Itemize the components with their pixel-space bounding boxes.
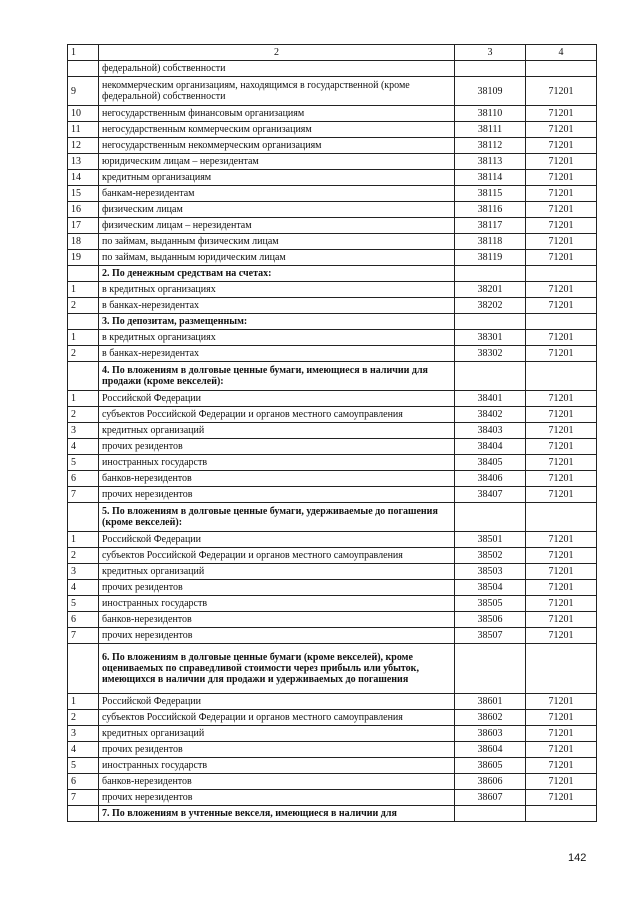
symbol-code: 71201: [526, 710, 597, 726]
symbol-code: 71201: [526, 790, 597, 806]
row-number: 12: [68, 138, 99, 154]
account-code: [455, 806, 526, 822]
symbol-code: 71201: [526, 154, 597, 170]
row-number: 2: [68, 710, 99, 726]
section-heading-row: [68, 503, 597, 532]
row-number: 11: [68, 122, 99, 138]
table-row: [68, 202, 597, 218]
account-description: кредитных организаций: [99, 726, 455, 742]
symbol-code: 71201: [526, 407, 597, 423]
table-row: [68, 250, 597, 266]
section-heading: 3. По депозитам, размещенным:: [99, 314, 455, 330]
row-number: 4: [68, 580, 99, 596]
row-number: 10: [68, 106, 99, 122]
symbol-code: 71201: [526, 186, 597, 202]
table-row: [68, 580, 597, 596]
account-code: 38301: [455, 330, 526, 346]
account-code: 38503: [455, 564, 526, 580]
accounts-table-body: [68, 45, 597, 822]
account-description: по займам, выданным юридическим лицам: [99, 250, 455, 266]
row-number: 16: [68, 202, 99, 218]
account-description: иностранных государств: [99, 596, 455, 612]
account-code: 38504: [455, 580, 526, 596]
account-code: 38405: [455, 455, 526, 471]
page-number: 142: [568, 852, 587, 864]
symbol-code: [526, 266, 597, 282]
account-code: 38202: [455, 298, 526, 314]
account-code: 38602: [455, 710, 526, 726]
account-code: 38112: [455, 138, 526, 154]
table-row: [68, 330, 597, 346]
account-code: 38115: [455, 186, 526, 202]
row-number: [68, 61, 99, 77]
table-row: [68, 694, 597, 710]
account-description: банкам-нерезидентам: [99, 186, 455, 202]
table-row: [68, 710, 597, 726]
row-number: 2: [68, 407, 99, 423]
row-number: [68, 503, 99, 532]
symbol-code: 71201: [526, 455, 597, 471]
table-row: [68, 218, 597, 234]
account-description: Российской Федерации: [99, 391, 455, 407]
account-description: негосударственным коммерческим организациям: [99, 122, 455, 138]
account-description: прочих нерезидентов: [99, 487, 455, 503]
row-number: 3: [68, 423, 99, 439]
account-description: иностранных государств: [99, 455, 455, 471]
account-code: 38506: [455, 612, 526, 628]
table-row: [68, 742, 597, 758]
table-row: [68, 234, 597, 250]
row-number: 19: [68, 250, 99, 266]
table-row: [68, 471, 597, 487]
row-number: 7: [68, 790, 99, 806]
row-number: 6: [68, 774, 99, 790]
row-number: 3: [68, 564, 99, 580]
symbol-code: 71201: [526, 742, 597, 758]
row-number: 4: [68, 742, 99, 758]
account-code: 38201: [455, 282, 526, 298]
row-number: 7: [68, 487, 99, 503]
account-description: прочих резидентов: [99, 439, 455, 455]
symbol-code: [526, 61, 597, 77]
row-number: 9: [68, 77, 99, 106]
account-code: 38403: [455, 423, 526, 439]
row-number: 1: [68, 694, 99, 710]
account-code: 38604: [455, 742, 526, 758]
account-description: некоммерческим организациям, находящимся в государственной (кроме федеральной) собственности: [99, 77, 455, 106]
symbol-code: 71201: [526, 170, 597, 186]
account-description: прочих нерезидентов: [99, 790, 455, 806]
table-row: [68, 758, 597, 774]
section-heading: 6. По вложениям в долговые ценные бумаги (кроме векселей), кроме оцениваемых по справедливой стоимости через прибыль или убыток, имеющихся в наличии для продажи и удерживаемых до погашения: [99, 644, 455, 694]
account-code: 38406: [455, 471, 526, 487]
row-number: 1: [68, 532, 99, 548]
symbol-code: 71201: [526, 758, 597, 774]
symbol-code: 71201: [526, 564, 597, 580]
account-description: прочих резидентов: [99, 742, 455, 758]
table-row: [68, 790, 597, 806]
account-code: 38502: [455, 548, 526, 564]
account-description: в банках-нерезидентах: [99, 298, 455, 314]
row-number: 6: [68, 471, 99, 487]
account-code: 38402: [455, 407, 526, 423]
table-row: [68, 138, 597, 154]
symbol-code: 71201: [526, 774, 597, 790]
account-description: банков-нерезидентов: [99, 774, 455, 790]
account-description: в кредитных организациях: [99, 282, 455, 298]
account-description: субъектов Российской Федерации и органов местного самоуправления: [99, 710, 455, 726]
header-col-3: 3: [455, 45, 526, 61]
account-code: 38407: [455, 487, 526, 503]
symbol-code: 71201: [526, 234, 597, 250]
table-row: [68, 564, 597, 580]
row-number: 7: [68, 628, 99, 644]
row-number: 5: [68, 758, 99, 774]
account-description: банков-нерезидентов: [99, 612, 455, 628]
account-description: кредитным организациям: [99, 170, 455, 186]
row-number: 17: [68, 218, 99, 234]
table-row: [68, 282, 597, 298]
account-description: негосударственным финансовым организациям: [99, 106, 455, 122]
account-description: федеральной) собственности: [99, 61, 455, 77]
account-code: 38507: [455, 628, 526, 644]
row-number: 13: [68, 154, 99, 170]
account-description: субъектов Российской Федерации и органов местного самоуправления: [99, 548, 455, 564]
section-heading: 4. По вложениям в долговые ценные бумаги, имеющиеся в наличии для продажи (кроме векселей):: [99, 362, 455, 391]
account-code: 38109: [455, 77, 526, 106]
symbol-code: 71201: [526, 580, 597, 596]
account-code: 38116: [455, 202, 526, 218]
table-row: [68, 548, 597, 564]
section-heading-row: [68, 362, 597, 391]
row-number: 1: [68, 391, 99, 407]
table-row: [68, 774, 597, 790]
symbol-code: 71201: [526, 471, 597, 487]
account-description: в банках-нерезидентах: [99, 346, 455, 362]
symbol-code: 71201: [526, 423, 597, 439]
symbol-code: 71201: [526, 628, 597, 644]
symbol-code: 71201: [526, 77, 597, 106]
section-heading: 2. По денежным средствам на счетах:: [99, 266, 455, 282]
account-code: [455, 266, 526, 282]
symbol-code: [526, 644, 597, 694]
symbol-code: 71201: [526, 346, 597, 362]
section-heading: 7. По вложениям в учтенные векселя, имеющиеся в наличии для: [99, 806, 455, 822]
account-code: 38605: [455, 758, 526, 774]
table-row: [68, 298, 597, 314]
row-number: [68, 644, 99, 694]
table-header-row: [68, 45, 597, 61]
symbol-code: 71201: [526, 330, 597, 346]
table-row: [68, 726, 597, 742]
row-number: [68, 806, 99, 822]
section-heading-row: [68, 266, 597, 282]
account-description: кредитных организаций: [99, 423, 455, 439]
symbol-code: 71201: [526, 298, 597, 314]
table-row: [68, 439, 597, 455]
header-col-2: 2: [99, 45, 455, 61]
row-number: 1: [68, 330, 99, 346]
table-row: [68, 532, 597, 548]
account-code: 38501: [455, 532, 526, 548]
symbol-code: 71201: [526, 548, 597, 564]
symbol-code: [526, 503, 597, 532]
account-description: прочих нерезидентов: [99, 628, 455, 644]
account-code: [455, 644, 526, 694]
account-description: физическим лицам – нерезидентам: [99, 218, 455, 234]
account-description: банков-нерезидентов: [99, 471, 455, 487]
account-code: [455, 503, 526, 532]
symbol-code: 71201: [526, 218, 597, 234]
row-number: 4: [68, 439, 99, 455]
symbol-code: [526, 314, 597, 330]
symbol-code: 71201: [526, 439, 597, 455]
table-row: [68, 77, 597, 106]
table-row: [68, 61, 597, 77]
row-number: 2: [68, 346, 99, 362]
table-row: [68, 596, 597, 612]
row-number: 3: [68, 726, 99, 742]
account-code: 38404: [455, 439, 526, 455]
table-row: [68, 455, 597, 471]
account-code: 38302: [455, 346, 526, 362]
table-row: [68, 628, 597, 644]
account-description: Российской Федерации: [99, 694, 455, 710]
table-row: [68, 346, 597, 362]
account-code: [455, 362, 526, 391]
table-row: [68, 391, 597, 407]
row-number: [68, 266, 99, 282]
account-description: кредитных организаций: [99, 564, 455, 580]
account-description: физическим лицам: [99, 202, 455, 218]
account-code: 38119: [455, 250, 526, 266]
account-code: 38603: [455, 726, 526, 742]
symbol-code: 71201: [526, 122, 597, 138]
account-code: 38505: [455, 596, 526, 612]
symbol-code: 71201: [526, 726, 597, 742]
row-number: [68, 314, 99, 330]
section-heading: 5. По вложениям в долговые ценные бумаги, удерживаемые до погашения (кроме векселей):: [99, 503, 455, 532]
symbol-code: 71201: [526, 391, 597, 407]
row-number: 15: [68, 186, 99, 202]
row-number: 2: [68, 548, 99, 564]
row-number: 18: [68, 234, 99, 250]
account-code: [455, 314, 526, 330]
account-description: прочих резидентов: [99, 580, 455, 596]
row-number: 2: [68, 298, 99, 314]
symbol-code: [526, 806, 597, 822]
account-description: субъектов Российской Федерации и органов местного самоуправления: [99, 407, 455, 423]
symbol-code: 71201: [526, 532, 597, 548]
row-number: 14: [68, 170, 99, 186]
account-code: 38110: [455, 106, 526, 122]
header-col-1: 1: [68, 45, 99, 61]
account-description: иностранных государств: [99, 758, 455, 774]
symbol-code: 71201: [526, 694, 597, 710]
header-col-4: 4: [526, 45, 597, 61]
table-row: [68, 122, 597, 138]
account-description: по займам, выданным физическим лицам: [99, 234, 455, 250]
table-row: [68, 407, 597, 423]
table-row: [68, 612, 597, 628]
account-description: негосударственным некоммерческим организациям: [99, 138, 455, 154]
table-row: [68, 154, 597, 170]
account-code: [455, 61, 526, 77]
symbol-code: 71201: [526, 250, 597, 266]
accounts-table: [67, 44, 597, 822]
row-number: 5: [68, 455, 99, 471]
section-heading-row: [68, 806, 597, 822]
symbol-code: 71201: [526, 282, 597, 298]
symbol-code: 71201: [526, 138, 597, 154]
account-code: 38606: [455, 774, 526, 790]
symbol-code: 71201: [526, 487, 597, 503]
account-code: 38114: [455, 170, 526, 186]
account-code: 38111: [455, 122, 526, 138]
row-number: 5: [68, 596, 99, 612]
account-description: в кредитных организациях: [99, 330, 455, 346]
table-row: [68, 186, 597, 202]
account-description: Российской Федерации: [99, 532, 455, 548]
account-code: 38113: [455, 154, 526, 170]
symbol-code: 71201: [526, 106, 597, 122]
row-number: 6: [68, 612, 99, 628]
account-description: юридическим лицам – нерезидентам: [99, 154, 455, 170]
account-code: 38601: [455, 694, 526, 710]
symbol-code: 71201: [526, 612, 597, 628]
table-row: [68, 487, 597, 503]
symbol-code: [526, 362, 597, 391]
section-heading-row: [68, 314, 597, 330]
table-row: [68, 106, 597, 122]
account-code: 38117: [455, 218, 526, 234]
section-heading-row: [68, 644, 597, 694]
account-code: 38118: [455, 234, 526, 250]
symbol-code: 71201: [526, 596, 597, 612]
row-number: [68, 362, 99, 391]
table-row: [68, 423, 597, 439]
account-code: 38401: [455, 391, 526, 407]
account-code: 38607: [455, 790, 526, 806]
row-number: 1: [68, 282, 99, 298]
table-row: [68, 170, 597, 186]
symbol-code: 71201: [526, 202, 597, 218]
